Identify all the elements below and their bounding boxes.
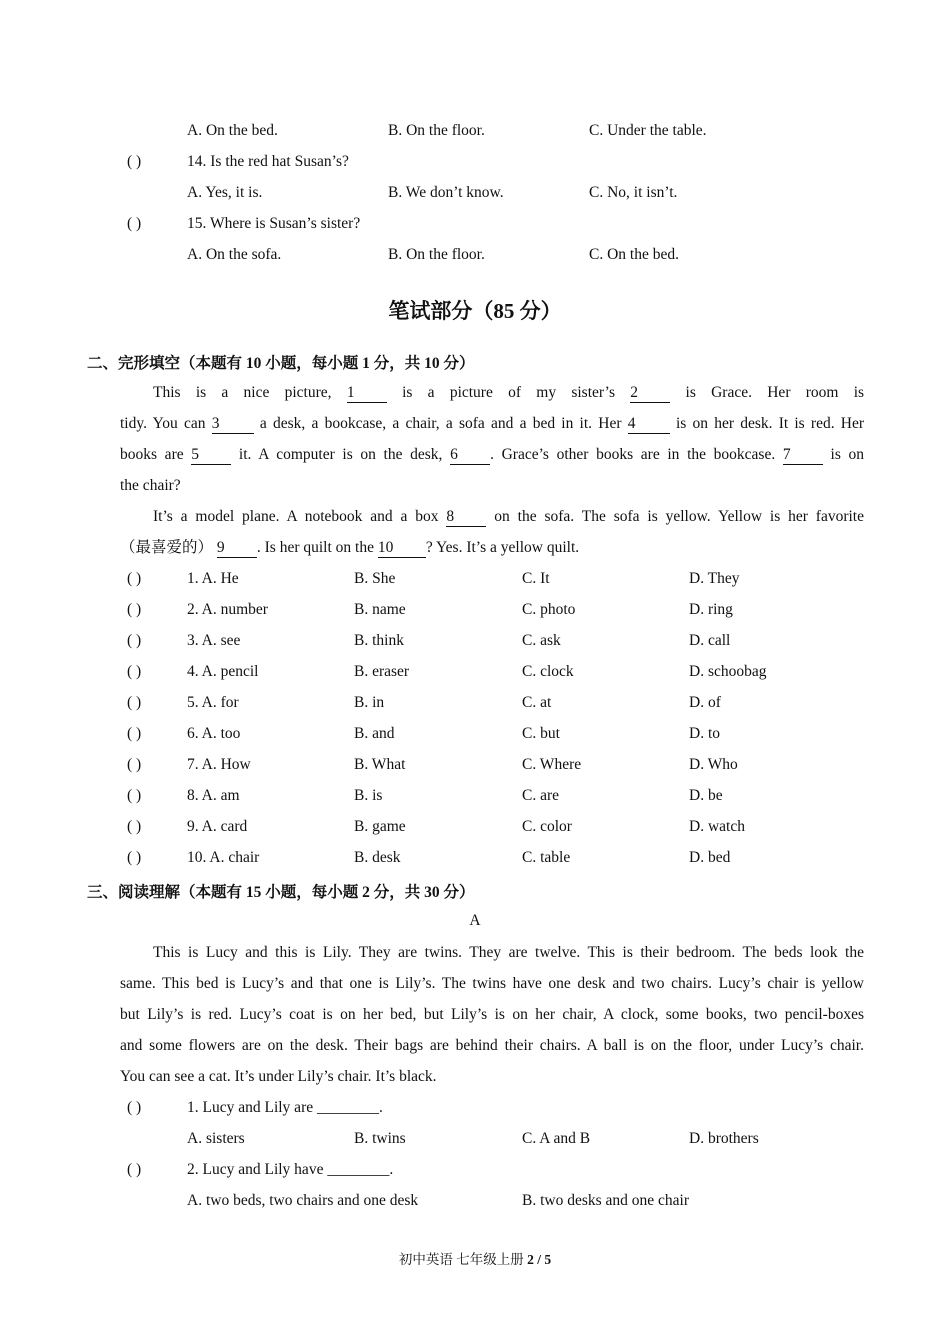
option-d: D. be bbox=[689, 787, 723, 804]
page-footer bbox=[0, 1248, 950, 1268]
option-d: D. call bbox=[689, 632, 731, 649]
cloze-passage-1 bbox=[120, 377, 864, 501]
cloze-line: This is a nice picture, 1 is a picture of my sister’s 2 is Grace. Her room is bbox=[153, 384, 865, 401]
answer-paren[interactable]: ( ) bbox=[127, 787, 142, 804]
option-c: C. A and B bbox=[522, 1130, 591, 1147]
answer-paren[interactable]: ( ) bbox=[127, 694, 142, 711]
option-b: B. game bbox=[354, 818, 406, 835]
passage-line: but Lily’s is red. Lucy’s coat is on her bed, but Lily’s is on her chair, A clock, some books, two pencil-boxes bbox=[120, 1006, 864, 1023]
option-d: D. brothers bbox=[689, 1130, 759, 1147]
cloze-line: the chair? bbox=[120, 477, 181, 494]
reading-heading: 三、阅读理解（本题有 15 小题，每小题 2 分，共 30 分） bbox=[87, 884, 475, 901]
q13-option-c: C. Under the table. bbox=[589, 122, 707, 139]
cloze-line: books are 5 it. A computer is on the desk, 6 . Grace’s other books are in the bookcase. 7 is on bbox=[120, 446, 865, 463]
option-a: A. sisters bbox=[187, 1130, 245, 1147]
blank-2[interactable]: 2 bbox=[630, 384, 670, 403]
option-a: 5. A. for bbox=[187, 694, 239, 711]
option-c: C. clock bbox=[522, 663, 574, 680]
option-c: C. but bbox=[522, 725, 560, 742]
q14-option-c: C. No, it isn’t. bbox=[589, 184, 678, 201]
cloze-line: It’s a model plane. A notebook and a box 8 on the sofa. The sofa is yellow. Yellow is her favorite bbox=[153, 508, 864, 525]
answer-paren[interactable]: ( ) bbox=[127, 725, 142, 742]
option-b: B. eraser bbox=[354, 663, 410, 680]
blank-8[interactable]: 8 bbox=[446, 508, 486, 527]
option-c: C. ask bbox=[522, 632, 561, 649]
blank-10[interactable]: 10 bbox=[378, 539, 426, 558]
option-a: 1. A. He bbox=[187, 570, 239, 587]
option-d: D. of bbox=[689, 694, 721, 711]
q14-stem: 14. Is the red hat Susan’s? bbox=[187, 153, 349, 170]
q15-option-b: B. On the floor. bbox=[388, 246, 485, 263]
option-d: D. to bbox=[689, 725, 720, 742]
page-number: 2 / 5 bbox=[527, 1252, 552, 1267]
answer-paren[interactable]: ( ) bbox=[127, 1099, 142, 1116]
option-d: D. bed bbox=[689, 849, 731, 866]
option-c: C. table bbox=[522, 849, 571, 866]
blank-4[interactable]: 4 bbox=[628, 415, 670, 434]
q15-option-a: A. On the sofa. bbox=[187, 246, 282, 263]
option-a: 10. A. chair bbox=[187, 849, 260, 866]
option-d: D. schoobag bbox=[689, 663, 767, 680]
option-c: C. It bbox=[522, 570, 550, 587]
option-c: C. at bbox=[522, 694, 552, 711]
option-a: 7. A. How bbox=[187, 756, 251, 773]
option-a: 3. A. see bbox=[187, 632, 241, 649]
option-d: D. They bbox=[689, 570, 740, 587]
passage-line: and some flowers are on the desk. Their bags are behind their chairs. A ball is on the floor, under Lucy’s chair. bbox=[120, 1037, 864, 1054]
option-b: B. twins bbox=[354, 1130, 406, 1147]
option-d: D. Who bbox=[689, 756, 738, 773]
answer-paren[interactable]: ( ) bbox=[127, 215, 142, 232]
option-c: C. are bbox=[522, 787, 560, 804]
q13-option-b: B. On the floor. bbox=[388, 122, 485, 139]
blank-1[interactable]: 1 bbox=[347, 384, 387, 403]
footer-text: 初中英语 七年级上册 bbox=[398, 1252, 528, 1267]
option-c: C. photo bbox=[522, 601, 576, 618]
blank-5[interactable]: 5 bbox=[191, 446, 231, 465]
answer-paren[interactable]: ( ) bbox=[127, 818, 142, 835]
written-section-title: 笔试部分（85 分） bbox=[388, 299, 562, 323]
passage-label: A bbox=[469, 912, 481, 929]
passage-line: You can see a cat. It’s under Lily’s chair. It’s black. bbox=[120, 1068, 437, 1085]
reading-q1-stem: 1. Lucy and Lily are ________. bbox=[187, 1099, 383, 1116]
blank-7[interactable]: 7 bbox=[783, 446, 823, 465]
answer-paren[interactable]: ( ) bbox=[127, 1161, 142, 1178]
answer-paren[interactable]: ( ) bbox=[127, 849, 142, 866]
option-a: 4. A. pencil bbox=[187, 663, 259, 680]
answer-paren[interactable]: ( ) bbox=[127, 153, 142, 170]
reading-q2-stem: 2. Lucy and Lily have ________. bbox=[187, 1161, 394, 1178]
option-b: B. is bbox=[354, 787, 383, 804]
q13-option-a: A. On the bed. bbox=[187, 122, 278, 139]
cloze-line: （最喜爱的） 9 . Is her quilt on the 10 ? Yes. It’s a yellow quilt. bbox=[120, 539, 580, 556]
q14-option-a: A. Yes, it is. bbox=[187, 184, 263, 201]
option-c: C. Where bbox=[522, 756, 582, 773]
cloze-heading: 二、完形填空（本题有 10 小题，每小题 1 分，共 10 分） bbox=[87, 355, 475, 372]
option-a: 9. A. card bbox=[187, 818, 248, 835]
q15-option-c: C. On the bed. bbox=[589, 246, 679, 263]
option-a: 2. A. number bbox=[187, 601, 268, 618]
cloze-line: tidy. You can 3 a desk, a bookcase, a chair, a sofa and a bed in it. Her 4 is on her desk. It is red. Her bbox=[120, 415, 865, 432]
blank-9[interactable]: 9 bbox=[217, 539, 257, 558]
reading-passage bbox=[120, 937, 864, 1092]
option-b: B. think bbox=[354, 632, 404, 649]
blank-6[interactable]: 6 bbox=[450, 446, 490, 465]
option-c: C. color bbox=[522, 818, 572, 835]
cloze-passage-2 bbox=[120, 501, 864, 563]
option-b: B. She bbox=[354, 570, 396, 587]
option-b: B. and bbox=[354, 725, 395, 742]
answer-paren[interactable]: ( ) bbox=[127, 663, 142, 680]
option-b: B. in bbox=[354, 694, 385, 711]
option-a: A. two beds, two chairs and one desk bbox=[187, 1192, 419, 1209]
option-d: D. ring bbox=[689, 601, 733, 618]
option-d: D. watch bbox=[689, 818, 745, 835]
answer-paren[interactable]: ( ) bbox=[127, 632, 142, 649]
q14-option-b: B. We don’t know. bbox=[388, 184, 504, 201]
option-b: B. desk bbox=[354, 849, 401, 866]
option-b: B. two desks and one chair bbox=[522, 1192, 690, 1209]
answer-paren[interactable]: ( ) bbox=[127, 601, 142, 618]
passage-line: This is Lucy and this is Lily. They are twins. They are twelve. This is their bedroom. The beds look the bbox=[153, 944, 864, 961]
answer-paren[interactable]: ( ) bbox=[127, 756, 142, 773]
passage-line: same. This bed is Lucy’s and that one is Lily’s. The twins have one desk and two chairs. Lucy’s chair is yellow bbox=[120, 975, 864, 992]
answer-paren[interactable]: ( ) bbox=[127, 570, 142, 587]
option-b: B. What bbox=[354, 756, 406, 773]
blank-3[interactable]: 3 bbox=[212, 415, 254, 434]
option-b: B. name bbox=[354, 601, 406, 618]
q15-stem: 15. Where is Susan’s sister? bbox=[187, 215, 361, 232]
option-a: 8. A. am bbox=[187, 787, 240, 804]
option-a: 6. A. too bbox=[187, 725, 241, 742]
